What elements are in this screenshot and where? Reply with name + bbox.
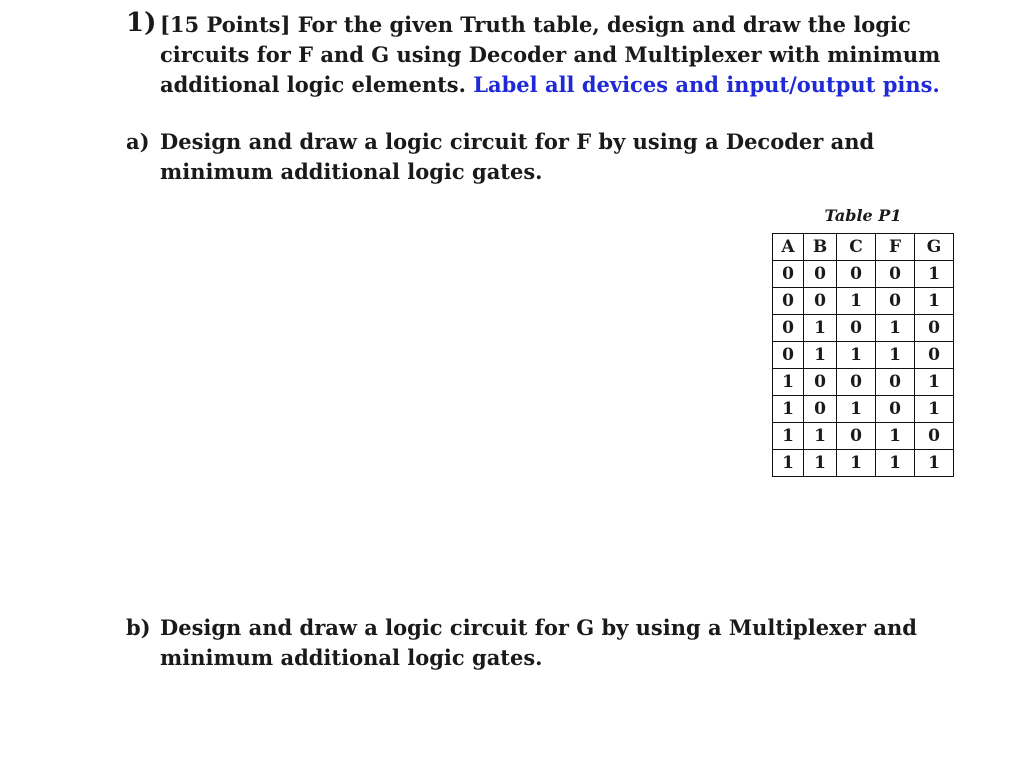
part-b-text: Design and draw a logic circuit for G by using a Multiplexer and minimum additional logic gates. xyxy=(160,615,917,670)
header-cell: B xyxy=(804,234,837,261)
table-cell: 1 xyxy=(837,396,876,423)
table-cell: 1 xyxy=(915,450,954,477)
header-cell: C xyxy=(837,234,876,261)
part-b-label: b) xyxy=(126,615,151,640)
table-cell: 1 xyxy=(876,315,915,342)
table-row xyxy=(773,261,954,288)
table-row xyxy=(773,450,954,477)
table-cell: 1 xyxy=(837,450,876,477)
table-cell: 0 xyxy=(837,369,876,396)
table-cell: 1 xyxy=(837,342,876,369)
table-cell: 1 xyxy=(876,423,915,450)
table-cell: 0 xyxy=(773,315,804,342)
table-cell: 0 xyxy=(804,288,837,315)
table-cell: 1 xyxy=(876,450,915,477)
header-cell: G xyxy=(915,234,954,261)
table-cell: 0 xyxy=(773,261,804,288)
truth-table-header-row xyxy=(773,234,954,261)
table-caption: Table P1 xyxy=(824,206,902,225)
header-cell: F xyxy=(876,234,915,261)
table-cell: 1 xyxy=(773,423,804,450)
question-text xyxy=(160,10,960,100)
truth-table xyxy=(772,233,954,477)
table-cell: 0 xyxy=(915,423,954,450)
table-cell: 1 xyxy=(773,369,804,396)
table-cell: 1 xyxy=(804,423,837,450)
question-text-highlight: Label all devices and input/output pins. xyxy=(473,72,940,97)
table-cell: 1 xyxy=(837,288,876,315)
table-row xyxy=(773,369,954,396)
table-cell: 0 xyxy=(915,315,954,342)
table-cell: 1 xyxy=(804,450,837,477)
table-cell: 0 xyxy=(837,423,876,450)
table-cell: 0 xyxy=(804,396,837,423)
table-cell: 1 xyxy=(773,450,804,477)
question-number: 1) xyxy=(126,8,157,38)
table-cell: 1 xyxy=(915,396,954,423)
table-cell: 0 xyxy=(804,261,837,288)
table-row xyxy=(773,315,954,342)
table-cell: 0 xyxy=(837,315,876,342)
table-cell: 0 xyxy=(876,261,915,288)
question-text-main: [15 Points] For the given Truth table, design and draw the logic circuits for F and G using Decoder and Multiplexer with minimum additional logic elements. xyxy=(160,12,941,97)
table-row xyxy=(773,288,954,315)
table-row xyxy=(773,423,954,450)
part-a-text: Design and draw a logic circuit for F by using a Decoder and minimum additional logic gates. xyxy=(160,129,875,184)
truth-table-body xyxy=(773,261,954,477)
table-cell: 0 xyxy=(773,288,804,315)
table-cell: 0 xyxy=(876,369,915,396)
table-row xyxy=(773,342,954,369)
table-cell: 1 xyxy=(804,342,837,369)
header-cell: A xyxy=(773,234,804,261)
table-cell: 0 xyxy=(773,342,804,369)
table-cell: 0 xyxy=(804,369,837,396)
part-a-label: a) xyxy=(126,129,150,154)
table-cell: 0 xyxy=(837,261,876,288)
table-cell: 1 xyxy=(804,315,837,342)
table-cell: 0 xyxy=(876,396,915,423)
table-row xyxy=(773,396,954,423)
table-cell: 1 xyxy=(773,396,804,423)
table-cell: 0 xyxy=(876,288,915,315)
table-cell: 0 xyxy=(915,342,954,369)
table-cell: 1 xyxy=(915,288,954,315)
table-cell: 1 xyxy=(876,342,915,369)
table-cell: 1 xyxy=(915,369,954,396)
table-cell: 1 xyxy=(915,261,954,288)
